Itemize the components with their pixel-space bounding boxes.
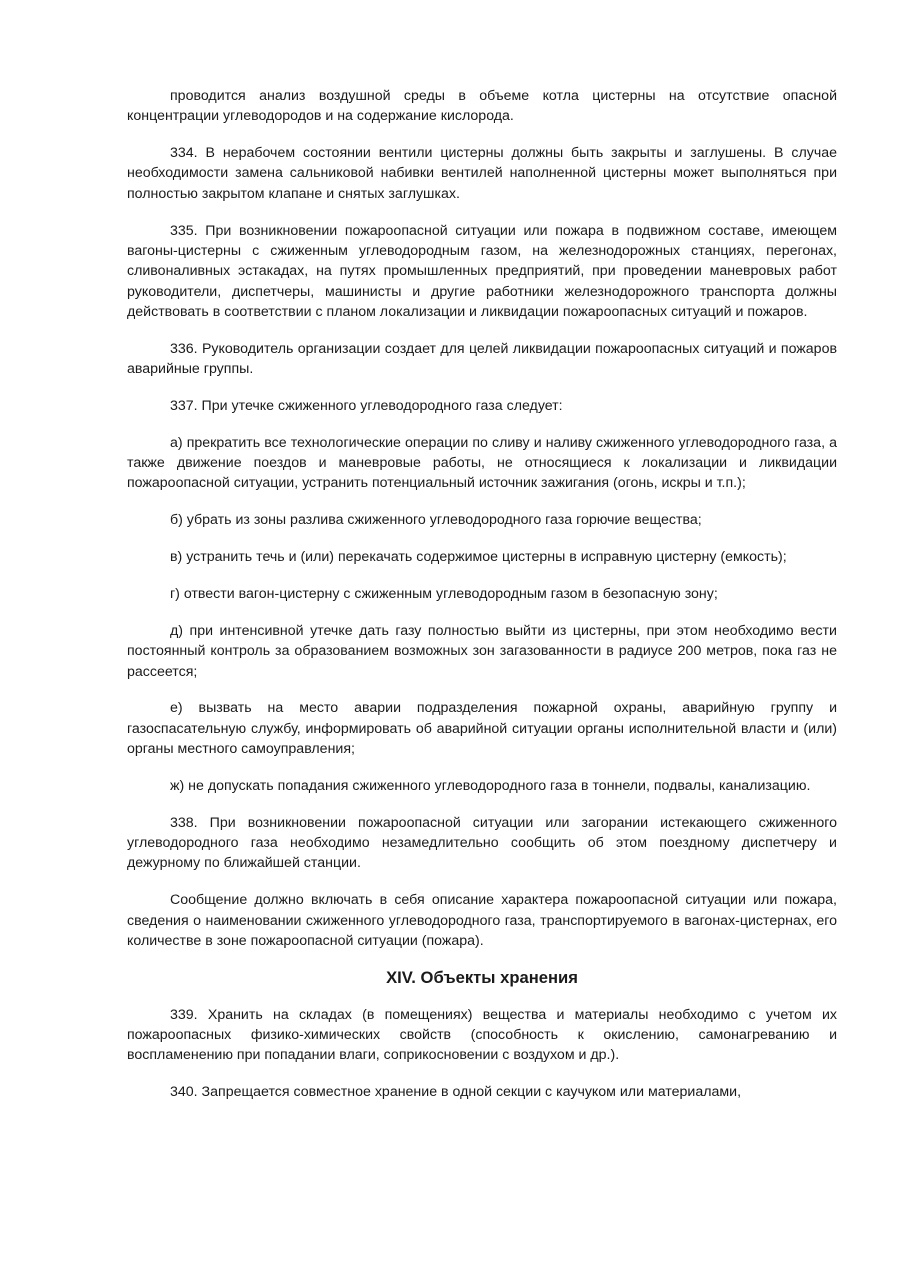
paragraph-336: 336. Руководитель организации создает для целей ликвидации пожароопасных ситуаций и пожаров аварийные группы. [127,340,837,378]
list-item-d: д) при интенсивной утечке дать газу полностью выйти из цистерны, при этом необходимо вести постоянный контроль за образованием возможных зон загазованности в радиусе 200 метров, пока газ не рассеется; [127,622,837,680]
list-item-v: в) устранить течь и (или) перекачать содержимое цистерны в исправную цистерну (емкость); [170,549,787,566]
paragraph-340: 340. Запрещается совместное хранение в одной секции с каучуком или материалами, [170,1084,742,1101]
section-heading: XIV. Объекты хранения [386,967,578,987]
paragraph-337: 337. При утечке сжиженного углеводородного газа следует: [170,397,563,414]
paragraph-335: 335. При возникновении пожароопасной ситуации или пожара в подвижном составе, имеющем вагоны-цистерны с сжиженным углеводородным газом, на железнодорожных станциях, перегонах, сливоналивных эстакадах, на путях промышленных предприятий, при проведении маневровых работ руководители, диспетчеры, машинисты и другие работники железнодорожного транспорта должны действовать в соответствии с планом локализации и ликвидации пожароопасных ситуаций и пожаров. [127,222,837,320]
list-item-g: г) отвести вагон-цистерну с сжиженным углеводородным газом в безопасную зону; [170,586,718,603]
paragraph-338: 338. При возникновении пожароопасной ситуации или загорании истекающего сжиженного углеводородного газа необходимо незамедлительно сообщить об этом поездному диспетчеру и дежурному по ближайшей станции. [127,814,837,872]
list-item-zh: ж) не допускать попадания сжиженного углеводородного газа в тоннели, подвалы, канализацию. [170,777,811,794]
list-item-a: а) прекратить все технологические операции по сливу и наливу сжиженного углеводородного газа, а также движение поездов и маневровые работы, не относящиеся к локализации и ликвидации пожароопасной ситуации, устранить потенциальный источник зажигания (огонь, искры и т.п.); [127,434,837,492]
list-item-b: б) убрать из зоны разлива сжиженного углеводородного газа горючие вещества; [170,512,702,529]
paragraph-334: 334. В нерабочем состоянии вентили цистерны должны быть закрыты и заглушены. В случае необходимости замена сальниковой набивки вентилей наполненной цистерны может выполняться при полностью закрытом клапане и снятых заглушках. [127,145,837,202]
list-item-e: е) вызвать на место аварии подразделения пожарной охраны, аварийную группу и газоспасательную службу, информировать об аварийной ситуации органы исполнительной власти и (или) органы местного самоуправления; [127,700,837,758]
paragraph-339: 339. Хранить на складах (в помещениях) вещества и материалы необходимо с учетом их пожароопасных физико-химических свойств (способность к окислению, самонагреванию и воспламенению при попадании влаги, соприкосновении с воздухом и др.). [127,1006,837,1064]
document-page [127,86,837,1119]
paragraph-message: Сообщение должно включать в себя описание характера пожароопасной ситуации или пожара, сведения о наименовании сжиженного углеводородного газа, транспортируемого в вагонах-цистернах, его количестве в зоне пожароопасной ситуации (пожара). [127,892,837,949]
paragraph-continuation: проводится анализ воздушной среды в объеме котла цистерны на отсутствие опасной концентрации углеводородов и на содержание кислорода. [127,88,837,125]
